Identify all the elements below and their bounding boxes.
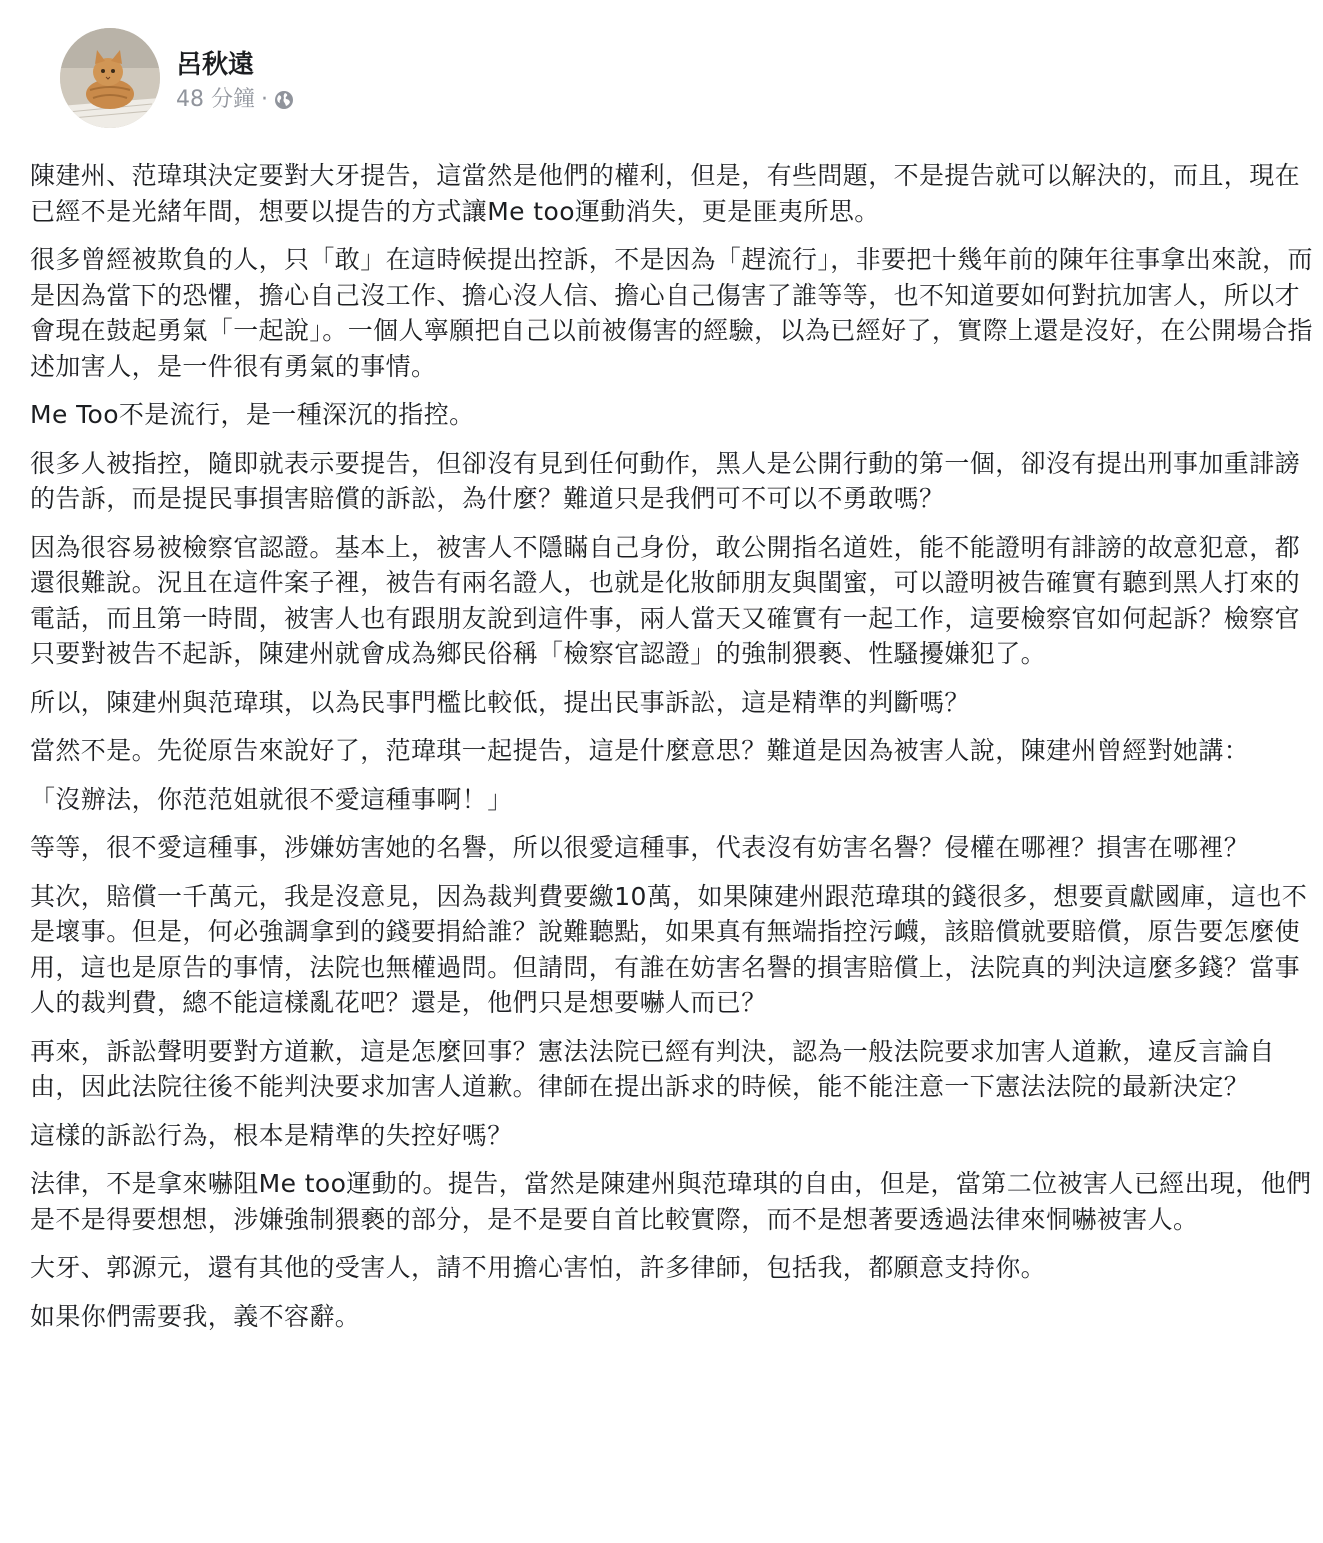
post-body — [30, 158, 1315, 1347]
post-paragraph: Me Too不是流行，是一種深沉的指控。 — [30, 400, 475, 429]
post-paragraph: 因為很容易被檢察官認證。基本上，被害人不隱瞞自己身份，敢公開指名道姓，能不能證明有誹謗的故意犯意，都還很難說。況且在這件案子裡，被告有兩名證人，也就是化妝師朋友與閨蜜，可以證明被告確實有聽到黑人打來的電話，而且第一時間，被害人也有跟朋友說到這件事，兩人當天又確實有一起工作，這要檢察官如何起訴？檢察官只要對被告不起訴，陳建州就會成為鄉民俗稱「檢察官認證」的強制猥褻、性騷擾嫌犯了。 — [30, 532, 1301, 668]
post-paragraph: 法律，不是拿來嚇阻Me too運動的。提告，當然是陳建州與范瑋琪的自由，但是，當第二位被害人已經出現，他們是不是得要想想，涉嫌強制猥褻的部分，是不是要自首比較實際，而不是想著要透過法律來恫嚇被害人。 — [30, 1169, 1312, 1234]
post-paragraph: 等等，很不愛這種事，涉嫌妨害她的名譽，所以很愛這種事，代表沒有妨害名譽？侵權在哪裡？損害在哪裡？ — [30, 833, 1250, 862]
post-paragraph: 當然不是。先從原告來說好了，范瑋琪一起提告，這是什麼意思？難道是因為被害人說，陳建州曾經對她講： — [30, 736, 1250, 765]
meta-separator: · — [261, 87, 268, 112]
post-paragraph: 所以，陳建州與范瑋琪，以為民事門檻比較低，提出民事訴訟，這是精準的判斷嗎？ — [30, 687, 970, 717]
post-paragraph: 這樣的訴訟行為，根本是精準的失控好嗎？ — [30, 1120, 513, 1150]
post-paragraph: 「沒辦法，你范范姐就很不愛這種事啊！」 — [30, 784, 513, 814]
post-paragraph: 很多人被指控，隨即就表示要提告，但卻沒有見到任何動作，黑人是公開行動的第一個，卻沒有提出刑事加重誹謗的告訴，而是提民事損害賠償的訴訟，為什麼？難道只是我們可不可以不勇敢嗎？ — [30, 448, 1301, 513]
post-paragraph: 大牙、郭源元，還有其他的受害人，請不用擔心害怕，許多律師，包括我，都願意支持你。 — [30, 1253, 1047, 1282]
post-paragraph: 再來，訴訟聲明要對方道歉，這是怎麼回事？憲法法院已經有判決，認為一般法院要求加害人道歉，違反言論自由，因此法院往後不能判決要求加害人道歉。律師在提出訴求的時候，能不能注意一下憲法法院的最新決定？ — [30, 1036, 1275, 1101]
post-header — [30, 0, 1311, 150]
avatar[interactable] — [60, 28, 160, 128]
post-paragraph: 陳建州、范瑋琪決定要對大牙提告，這當然是他們的權利，但是，有些問題，不是提告就可以解決的，而且，現在已經不是光緒年間，想要以提告的方式讓Me too運動消失，更是匪夷所思。 — [30, 161, 1301, 226]
post-timestamp[interactable]: 48 分鐘 — [176, 87, 255, 112]
post-paragraph: 很多曾經被欺負的人，只「敢」在這時候提出控訴，不是因為「趕流行」，非要把十幾年前的陳年往事拿出來說，而是因為當下的恐懼，擔心自己沒工作、擔心沒人信、擔心自己傷害了誰等等，也不知道要如何對抗加害人，所以才會現在鼓起勇氣「一起說」。一個人寧願把自己以前被傷害的經驗，以為已經好了，實際上還是沒好，在公開場合指述加害人，是一件很有勇氣的事情。 — [30, 245, 1313, 381]
globe-icon[interactable] — [274, 90, 294, 110]
post-paragraph: 其次，賠償一千萬元，我是沒意見，因為裁判費要繳10萬，如果陳建州跟范瑋琪的錢很多，想要貢獻國庫，這也不是壞事。但是，何必強調拿到的錢要捐給誰？說難聽點，如果真有無端指控污衊，該賠償就要賠償，原告要怎麼使用，這也是原告的事情，法院也無權過問。但請問，有誰在妨害名譽的損害賠償上，法院真的判決這麼多錢？當事人的裁判費，總不能這樣亂花吧？還是，他們只是想要嚇人而已？ — [30, 881, 1308, 1017]
avatar-cat-photo — [60, 28, 160, 128]
post-meta — [176, 86, 294, 114]
author-name[interactable]: 呂秋遠 — [176, 50, 255, 80]
post-paragraph: 如果你們需要我，義不容辭。 — [30, 1301, 361, 1331]
